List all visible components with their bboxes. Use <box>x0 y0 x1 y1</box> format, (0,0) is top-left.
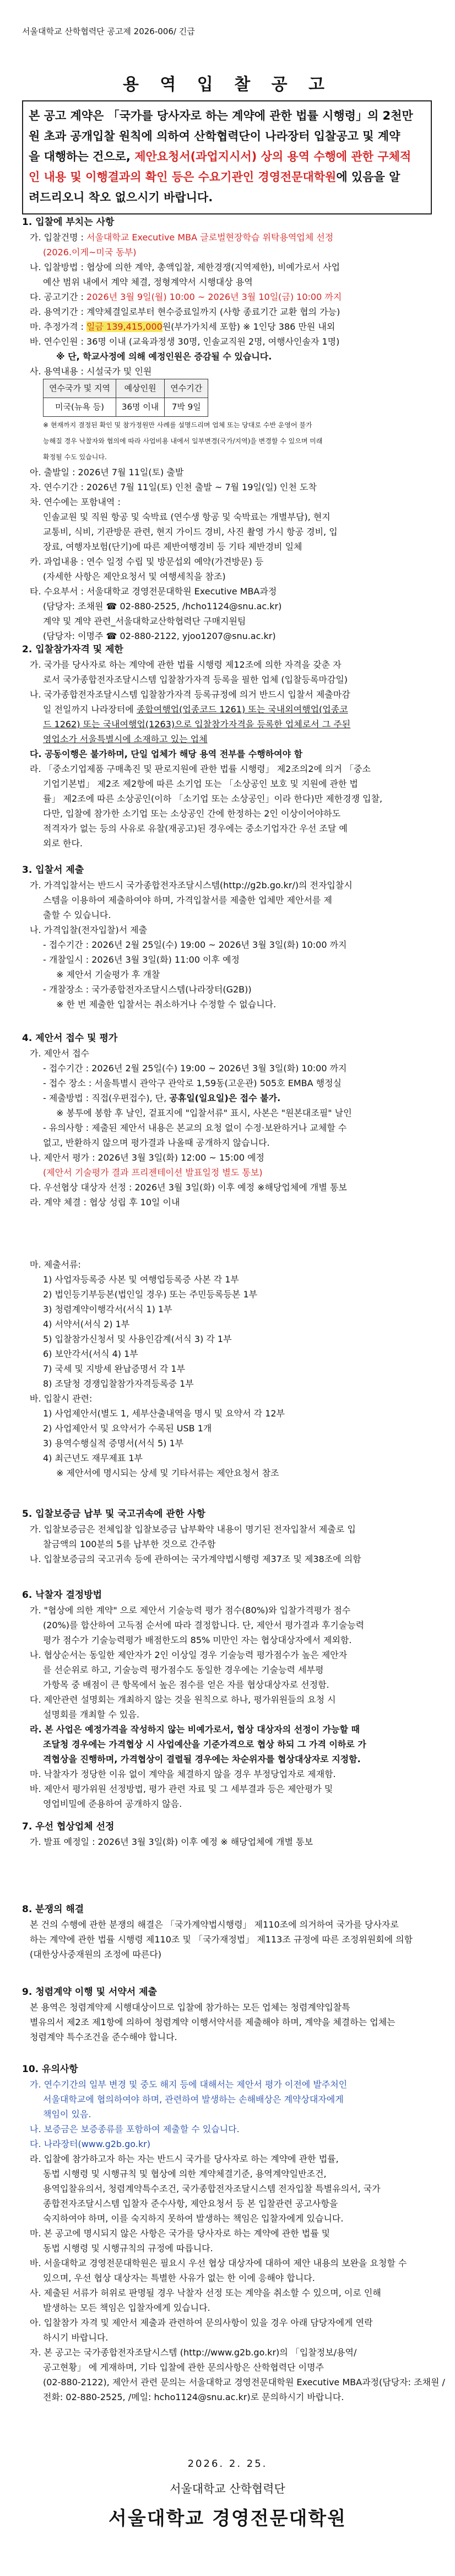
section-text: 드 1262) 또는 국내여행업(1263)으로 입찰참가자격을 등록한 업체로서 그 주된 <box>43 719 351 729</box>
section-title: 3. 입찰서 제출 <box>22 865 84 876</box>
section-text: ※ 제안서에 명시되는 상세 및 기타서류는 제안요청서 참조 <box>56 1468 279 1478</box>
section-text: 다만, 입찰에 참가한 소기업 또는 소상공인 간에 한정하는 2인 이상이어야하도 <box>43 808 341 819</box>
section-text: 장료, 여행자보험(단기)에 따른 제반여행경비 등 기타 제반경비 일체 <box>43 541 302 552</box>
section-text: 나. 보증금은 보증종류를 포함하여 제출할 수 있습니다. <box>30 2124 240 2134</box>
section-line <box>22 1195 430 1210</box>
section-text: 마. 낙찰자가 정당한 이유 없이 계약을 체결하지 않을 경우 부정당업자로 제재함. <box>30 1769 336 1779</box>
section-line <box>22 1796 430 1811</box>
notice-text: 원 초과 공개입찰 원칙에 의하여 산학협력단이 나라장터 입찰공고 및 계약 <box>29 130 400 143</box>
section-text: 가항목 중 배점이 큰 항목에서 높은 점수를 얻은 자를 협상대상자로 선정함. <box>43 1679 329 1690</box>
section-line <box>22 2285 430 2300</box>
table-header: 예상인원 <box>116 379 164 398</box>
section-line <box>22 2092 430 2107</box>
section-text: (제안서 기술평가 결과 프리젠테이션 발표일정 별도 통보) <box>43 1167 263 1178</box>
section <box>22 1820 430 1849</box>
section-line <box>22 1120 430 1135</box>
section-line <box>22 1272 430 1287</box>
section-text: 1) 사업자등록증 사본 및 여행업등록증 사본 각 1부 <box>43 1274 239 1285</box>
section-text: 확정될 수도 있습니다. <box>43 453 107 461</box>
section <box>22 1588 430 1811</box>
section-line <box>22 1376 430 1391</box>
section-line <box>22 1105 430 1120</box>
section-line <box>22 2000 430 2015</box>
section-line <box>22 2030 430 2044</box>
section-text: 다. 나라장터(www.g2b.go.kr) <box>30 2139 150 2149</box>
section-line <box>22 967 430 982</box>
section-text: 출할 수 있습니다. <box>43 910 111 920</box>
section-line <box>22 1046 430 1061</box>
section-line <box>22 1391 430 1406</box>
section-text: - 유의사항 : 제출된 제안서 내용은 본교의 요청 없이 수정·보완하거나 교체할 수 <box>43 1123 347 1133</box>
section-line <box>22 1737 430 1752</box>
section-line <box>22 878 430 893</box>
section-line <box>22 908 430 922</box>
section-line <box>22 2122 430 2137</box>
section-text: 가. 입찰건명 : <box>30 232 87 243</box>
section-line <box>22 334 430 349</box>
section-line <box>22 997 430 1012</box>
section-line <box>22 1150 430 1165</box>
section-text: 동법 시행령 및 시행규칙 및 협상에 의한 계약체결기준, 용역계약일반조건, <box>43 2169 327 2179</box>
section <box>22 215 430 643</box>
section-text: - 접수기간 : 2026년 2월 25일(수) 19:00 ~ 2026년 3월 3일(화) 10:00 까지 <box>43 940 347 950</box>
section-line <box>22 1421 430 1436</box>
section-text: 인솔교원 및 직원 항공 및 숙박료 (연수생 항공 및 숙박료는 개별부담), 현지 <box>43 512 331 522</box>
section-line <box>22 1752 430 1767</box>
section-line <box>22 1917 430 1932</box>
section-text: 나. 제안서 평가 : 2026년 3월 3일(화) 12:00 ~ 15:00 예정 <box>30 1152 264 1163</box>
section-line <box>22 230 430 245</box>
section-line <box>22 480 430 495</box>
section-text: 다. 제안관련 설명회는 개최하지 않는 것을 원칙으로 하나, 평가위원들의 요청 시 <box>30 1694 336 1705</box>
section-line <box>22 2300 430 2315</box>
section-line <box>22 747 430 761</box>
section-text: 영업비밀에 준용하여 공개하지 않음. <box>43 1799 182 1809</box>
section-line <box>22 417 430 433</box>
section-text: 전화: 02-880-2525, /메일: hcho1124@snu.ac.kr)로 문의하시기 바랍니다. <box>43 2392 344 2402</box>
section-line <box>22 629 430 643</box>
section-line <box>22 836 430 851</box>
section-text: 로서 국가종합전자조달시스템 입찰참가자격 등록을 필한 업체 (입찰등록마감일) <box>43 674 348 685</box>
section-line <box>22 539 430 554</box>
section-text: 공휴일(일요일)은 접수 불가. <box>169 1093 281 1103</box>
section-line <box>22 524 430 539</box>
section-text: 4) 최근년도 재무제표 1부 <box>43 1453 143 1463</box>
section-text: (자세한 사항은 제안요청서 및 여행세칙을 참조) <box>43 571 226 582</box>
section-text: 용역입찰유의서, 청렴계약특수조건, 국가종합전자조달시스템 전자입찰 특별유의서, 국가 <box>43 2183 381 2194</box>
notice-line <box>29 167 425 187</box>
section-text: 바. 제안서 평가위원 선정방법, 평가 관련 자료 및 그 세부결과 등은 제안평가 및 <box>30 1784 333 1794</box>
section-text: 2026년 3월 9일(월) 10:00 ~ 2026년 3월 10일(금) 10:00 까지 <box>86 292 342 302</box>
notice-text: 을 대행하는 건으로, <box>29 150 135 163</box>
section-line <box>22 1618 430 1633</box>
section-title: 2. 입찰참가자격 및 제한 <box>22 644 123 655</box>
section-text: (대한상사중재원의 조정에 따른다) <box>30 1949 162 1960</box>
section-text: 3) 용역수행실적 증명서(서식 5) 1부 <box>43 1438 184 1448</box>
section-text: 서울대학교 Executive MBA 글로벌현장학습 위탁용역업체 선정 <box>86 232 334 243</box>
section-line <box>22 806 430 821</box>
table-row <box>44 398 208 417</box>
section-text: 하시기 바랍니다. <box>43 2332 109 2343</box>
section-line <box>22 495 430 509</box>
section-line <box>22 1947 430 1962</box>
section-line <box>22 1722 430 1737</box>
section-text: 라. 입찰에 참가하고자 하는 자는 반드시 국가를 당사자로 하는 계약에 관한 법률, <box>30 2154 339 2164</box>
section-line <box>22 2015 430 2030</box>
section-text: 없고, 반환하지 않으며 평가결과 나올때 공개하지 않습니다. <box>43 1137 270 1148</box>
section-text: 공고현황」 에 게재하며, 기타 입찰에 관한 문의사항은 산학협력단 이명주 <box>43 2362 324 2373</box>
section-title: 4. 제안서 접수 및 평가 <box>22 1033 118 1044</box>
section-line <box>22 2196 430 2211</box>
section <box>22 2062 445 2405</box>
section-title: 1. 입찰에 부치는 사항 <box>22 217 115 228</box>
section-text: 아. 입찰참가 자격 및 제안서 제출과 관련하여 문의사항이 있을 경우 아래 담당자에게 연락 <box>30 2317 373 2328</box>
section-line <box>22 1180 430 1195</box>
section-text: 나. 입찰방법 : 협상에 의한 계약, 총액입찰, 제한경쟁(지역제한), 비예가로서 사업 <box>30 262 340 272</box>
section-text: 5) 입찰참가신청서 및 사용인감계(서식 3) 각 1부 <box>43 1334 232 1344</box>
section-title: 6. 낙찰자 결정방법 <box>22 1590 102 1601</box>
section-line <box>22 1692 430 1707</box>
section-line <box>22 2241 430 2256</box>
section <box>22 1902 430 1962</box>
section-text: 일금 139,415,000 <box>86 321 162 332</box>
section <box>22 642 430 851</box>
section-text: 계약 및 계약 관련_서울대학교산학협력단 구매지원팀 <box>43 616 246 626</box>
table-header: 연수기간 <box>165 379 208 398</box>
section-text: 책임이 있음. <box>43 2109 91 2119</box>
section-line <box>22 821 430 836</box>
section <box>22 1031 430 1210</box>
section-text: 나. 국가종합전자조달시스템 입찰참가자격 등록규정에 의거 반드시 입찰서 제출마감 <box>30 689 350 700</box>
section-text: 설명회를 개최할 수 있음. <box>43 1709 139 1720</box>
section-text: 나. 입찰보증금의 국고귀속 등에 관하여는 국가계약법시행령 제37조 및 제38조에 의함 <box>30 1554 361 1564</box>
notice-text: 인 내용 및 이행결과의 확인 등은 수요기관인 경영전문대학원 <box>29 170 337 184</box>
section-line <box>22 1165 430 1180</box>
page-title: 용 역 입 찰 공 고 <box>122 75 333 94</box>
section-text: 능해질 경우 낙찰자와 협의에 따라 사업비용 내에서 일부변경(국가/지역)을 변경할 수 있으며 미래 <box>43 437 323 445</box>
section-text: 기업기본법」 제2조 제2항에 따른 소기업 또는 「소상공인 보호 및 지원에 관한 법 <box>43 779 358 789</box>
section-line <box>22 1436 430 1451</box>
section-title: 5. 입찰보증금 납부 및 국고귀속에 관한 사항 <box>22 1509 205 1520</box>
section-text: 가. "협상에 의한 계약" 으로 제안서 기술능력 평가 점수(80%)와 입찰가격평가 점수 <box>30 1605 351 1616</box>
section-text: 찰금액의 100분의 5를 납부한 것으로 간주함 <box>43 1539 216 1549</box>
section-line <box>22 449 430 465</box>
announcement-number: 서울대학교 산학협력단 공고제 2026-006/ 긴급 <box>22 26 195 36</box>
section-line <box>22 433 430 449</box>
notice-text: 제안요청서(과업지시서) 상의 용역 수행에 관한 구체적 <box>134 150 411 163</box>
section-text: 조달청 경우에는 가격협상 시 사업예산을 기준가격으로 협상 하되 그 가격 이하로 가 <box>43 1739 366 1749</box>
section-line <box>22 657 430 672</box>
section-title: 10. 유의사항 <box>22 2064 78 2075</box>
section-text: 예산 범위 내에서 계약 체결, 정형계약서 시행대상 용역 <box>43 277 253 287</box>
section-line <box>22 1537 430 1552</box>
section-text: ※ 단, 학교사정에 의해 예정인원은 증감될 수 있습니다. <box>56 351 272 362</box>
section-line <box>22 1406 430 1421</box>
section-line <box>22 702 430 717</box>
section-text: 가. 발표 예정일 : 2026년 3월 3일(화) 이후 예정 ※ 해당업체에 개별 통보 <box>30 1837 313 1847</box>
section-line <box>22 2315 430 2330</box>
section-text: 적격자가 없는 등의 사유로 유찰(재공고)된 경우에는 중소기업자간 우선 조달 예 <box>43 823 348 834</box>
section-line <box>22 672 430 687</box>
section-line <box>22 289 430 304</box>
section-text: (담당자: 이명주 ☎ 02-880-2122, yjoo1207@snu.ac.kr) <box>43 631 276 641</box>
section-text: 교통비, 식비, 기관방문 관련, 현지 가이드 경비, 사진 촬영 가시 항공 경비, 입 <box>43 527 338 537</box>
section-text: 7) 국세 및 지방세 완납증명서 각 1부 <box>43 1364 186 1374</box>
section <box>22 1985 430 2044</box>
section-text: 별유의서 제2조 제1항에 의하여 청렴계약 이행서약서를 제출해야 하며, 계약을 체결하는 업체는 <box>30 2017 396 2027</box>
notice-line <box>29 147 425 167</box>
section-text: 청렴계약 특수조건을 준수해야 합니다. <box>30 2032 177 2042</box>
section-line <box>22 2360 430 2375</box>
table-cell: 36명 이내 <box>116 398 164 417</box>
section-text: 바. 연수인원 : 36명 이내 (교육과정생 30명, 인솔교직원 2명, 여행사인솔자 1명) <box>30 336 340 347</box>
section-line <box>22 2345 430 2360</box>
footer-org-cooperation: 서울대학교 산학협력단 <box>170 2482 285 2496</box>
section-line <box>22 1522 430 1537</box>
section-text: 라. 본 사업은 예정가격을 작성하지 않는 비예가로서, 협상 대상자의 선정이 가능할 때 <box>30 1724 360 1735</box>
section-line <box>22 2256 430 2271</box>
section-text: 바. 입찰시 관련: <box>30 1393 93 1404</box>
section-line <box>22 717 430 732</box>
notice-box <box>22 100 432 214</box>
section-line <box>22 260 430 275</box>
table-cell: 미국(뉴욕 등) <box>44 398 116 417</box>
section-line <box>22 569 430 584</box>
section-line <box>22 791 430 806</box>
section-line <box>22 2077 430 2092</box>
section-text: 6) 보안각서(서식 4) 1부 <box>43 1349 138 1359</box>
section-line <box>22 554 430 569</box>
section-line <box>22 1834 430 1849</box>
section-line <box>22 2375 445 2390</box>
section-text: 가. 연수기간의 일부 변경 및 중도 해지 등에 대해서는 제안서 평가 이전에 발주처인 <box>30 2079 348 2090</box>
section-text: 4) 서약서(서식 2) 1부 <box>43 1319 130 1329</box>
section-line <box>22 2151 430 2166</box>
section-text: 스템을 이용하여 제출하여야 하며, 가격입찰서를 제출한 업체만 제안서를 제 <box>43 895 332 905</box>
section-text: 나. 가격입찰(전자입찰)서 제출 <box>30 925 148 935</box>
section-line <box>22 1332 430 1346</box>
section-text: 사. 제출된 서류가 허위로 판명될 경우 낙찰자 선정 또는 계약을 취소할 수 있으며, 이로 인해 <box>30 2288 381 2298</box>
section-text: 를 선순위로 하고, 기술능력 평가점수도 동일한 경우에는 기술능력 세부평 <box>43 1665 324 1675</box>
section-line <box>22 2271 430 2285</box>
section-text: 가. 입찰보증금은 전체입찰 입찰보증금 납부확약 내용이 명기된 전자입찰서 제출로 입 <box>30 1524 356 1534</box>
section-line <box>22 275 430 289</box>
section-text: ※ 한 번 제출한 입찰서는 취소하거나 수정할 수 없습니다. <box>56 999 277 1010</box>
section-line <box>22 922 430 937</box>
section-text: 동법 시행령 및 시행규칙의 규정에 따릅니다. <box>43 2243 213 2253</box>
section-line <box>22 1287 430 1302</box>
section-text: 가. 국가를 당사자로 하는 계약에 관한 법률 시행령 제12조에 의한 자격을 갖춘 자 <box>30 659 342 670</box>
section-line <box>22 1662 430 1677</box>
notice-text: 려드리오니 착오 없으시기 바랍니다. <box>29 191 213 204</box>
section-line <box>22 732 430 747</box>
section-line <box>22 1135 430 1150</box>
section-line <box>22 319 430 334</box>
section-line <box>22 1076 430 1091</box>
footer-org-graduate-school: 서울대학교 경영전문대학원 <box>109 2508 346 2530</box>
section-line <box>22 1302 430 1317</box>
section-text: 마. 본 공고에 명시되지 않은 사항은 국가를 당사자로 하는 계약에 관한 법률 및 <box>30 2228 331 2239</box>
section <box>22 1257 430 1480</box>
section-line <box>22 349 430 364</box>
section-line <box>22 2166 430 2181</box>
section-line <box>22 245 430 260</box>
section-line <box>22 952 430 967</box>
section-text: 2) 법인등기부등본(법인일 경우) 또는 주민등록등본 1부 <box>43 1289 258 1300</box>
section-text: 있으며, 우선 협상 대상자는 특별한 사유가 없는 한 이에 응해야 합니다. <box>43 2273 315 2283</box>
section-line <box>22 364 430 379</box>
section-line <box>22 1932 430 1947</box>
section-text: 본 건의 수행에 관한 분쟁의 해결은 「국가계약법시행령」 제110조에 의거하여 국가를 당사자로 <box>30 1919 399 1930</box>
section-text: 타. 수요부서 : 서울대학교 경영전문대학원 Executive MBA과정 <box>30 586 277 597</box>
section-line <box>22 1317 430 1332</box>
section-text: 3) 청렴계약이행각서(서식 1) 1부 <box>43 1304 172 1314</box>
section <box>22 1507 430 1566</box>
section-text: 라. 용역기간 : 계약체결일로부터 현수증료일까지 (사항 종료기간 교환 협의 가능) <box>30 307 340 317</box>
section-line <box>22 937 430 952</box>
section-text: 자. 본 공고는 국가종합전자조달시스템 (http://www.g2b.go.kr)의 「입찰정보/용역/ <box>30 2347 357 2358</box>
section-text: 다. 공고기간 : <box>30 292 87 302</box>
section-line <box>22 1466 430 1480</box>
section-line <box>22 465 430 480</box>
section-text: 차. 연수에는 포함내역 : <box>30 497 121 507</box>
section-text: 라. 계약 체결 : 협상 성립 후 10일 이내 <box>30 1197 180 1208</box>
section-line <box>22 1603 430 1618</box>
section-line <box>22 1633 430 1647</box>
section-line <box>22 776 430 791</box>
section-text: 2) 사업제안서 및 요약서가 수록된 USB 1개 <box>43 1423 212 1434</box>
section-text: 외로 한다. <box>43 838 83 849</box>
section-line <box>22 509 430 524</box>
section-line <box>22 1647 430 1662</box>
section-title: 9. 청렴계약 이행 및 서약서 제출 <box>22 1987 157 1998</box>
section-line <box>22 2107 430 2122</box>
section-line <box>22 1361 430 1376</box>
section-line <box>22 1346 430 1361</box>
section-text: - 접수 장소 : 서울특별시 관악구 관악로 1,59동(고운관) 505호 EMBA 행정실 <box>43 1078 342 1088</box>
section-line <box>22 304 430 319</box>
section-text: (담당자: 조채원 ☎ 02-880-2525, /hcho1124@snu.ac.kr) <box>43 601 282 611</box>
section-line <box>22 1451 430 1466</box>
section-text: 사. 용역내용 : 시설국가 및 인원 <box>30 366 152 377</box>
section-line <box>22 982 430 997</box>
section-text: 마. 추정가격 : <box>30 321 87 332</box>
section-text: 영업소가 서울특별시에 소재하고 있는 업체 <box>43 734 208 744</box>
section-text: 발생하는 모든 책임은 입찰자에게 있습니다. <box>43 2303 210 2313</box>
section-text: 률」 제2조에 따른 소상공인(이하 「소기업 또는 소상공인」이라 한다)만 제한경쟁 입찰, <box>43 793 383 804</box>
section-text: 아. 출발일 : 2026년 7월 11일(토) 출발 <box>30 467 184 477</box>
section-line <box>22 2226 430 2241</box>
section-text: - 제출방법 : 직접(우편접수), 단, <box>43 1093 170 1103</box>
section-text: - 접수기간 : 2026년 2월 25일(수) 19:00 ~ 2026년 3월 3일(화) 10:00 까지 <box>43 1063 347 1074</box>
notice-line <box>29 106 425 126</box>
section-text: 카. 과업내용 : 연수 일정 수립 및 방문섭외 예약(가견방문) 등 <box>30 556 264 567</box>
section-line <box>22 2137 430 2151</box>
section-text: 자. 연수기간 : 2026년 7월 11일(토) 인천 출발 ~ 7월 19일(일) 인천 도착 <box>30 482 317 492</box>
section-line <box>22 2181 430 2196</box>
section-line <box>22 2211 430 2226</box>
section-text: 본 용역은 청렴계약제 시행대상이므로 입찰에 참가하는 모든 업체는 청렴계약입찰특 <box>30 2002 350 2012</box>
section-text: 마. 제출서류: <box>30 1259 81 1270</box>
section-text: 일 전일까지 나라장터에 <box>43 704 137 715</box>
section-line <box>22 1677 430 1692</box>
section <box>22 863 430 1012</box>
notice-text: 본 공고 계약은 「국가를 당사자로 하는 계약에 관한 법률 시행령」의 2천만 <box>29 109 413 122</box>
section-text: ※ 제안서 기술평가 후 개찰 <box>56 969 160 980</box>
section-line <box>22 1091 430 1105</box>
section-text: 다. 공동이행은 불가하며, 단일 업체가 해당 용역 전부를 수행하여야 함 <box>30 749 303 759</box>
section-text: 원(부가가치세 포함) ※ 1인당 386 만원 내외 <box>162 321 335 332</box>
section-text: ※ 현재까지 결정된 확인 및 참가정원만 사례를 설명드리며 업체 또는 당대로 수반 운영어 불가 <box>43 421 312 429</box>
section-line <box>22 1781 430 1796</box>
section-text: ※ 봉투에 봉함 후 날인, 겉표지에 "입찰서류" 표시, 사본은 "원본대조필" 날인 <box>56 1108 352 1118</box>
section-line <box>22 687 430 702</box>
training-table <box>43 379 208 417</box>
section-text: (20%)를 합산하여 고득점 순서에 따라 결정합니다. 단, 제안서 평가결과 후기술능력 <box>43 1620 365 1630</box>
section-text: - 개찰장소 : 국가종합전자조달시스템(나라장터(G2B)) <box>43 984 252 995</box>
section-text: 가. 가격입찰서는 반드시 국가종합전자조달시스템(http://g2b.go.kr/)의 전자입찰시 <box>30 880 353 890</box>
section-line <box>22 2390 430 2405</box>
section-text: 1) 사업제안서(별도 1, 세부산출내역을 명시 및 요약서 각 12부 <box>43 1408 285 1419</box>
section-text: 평가 점수가 기술능력평가 배점한도의 85% 미만인 자는 협상대상자에서 제외함. <box>43 1635 352 1645</box>
section-line <box>22 2330 430 2345</box>
section-text: (2026.이게~미국 동부) <box>43 247 137 257</box>
notice-line <box>29 187 425 208</box>
section-text: 가. 제안서 접수 <box>30 1048 89 1059</box>
section-line <box>22 761 430 776</box>
section-text: 격협상을 진행하며, 가격협상이 결렬될 경우에는 차순위자를 협상대상자로 지정함. <box>43 1754 361 1764</box>
section-text: (02-880-2122), 제안서 관련 문의는 서울대학교 경영전문대학원 Executive MBA과정(담당자: 조채원 / <box>43 2377 445 2387</box>
section-text: 하는 계약에 관한 법률 시행령 제110조 및 「국가재정법」 제113조 규정에 따른 조정위원회에 의함 <box>30 1934 413 1945</box>
notice-text: 에 있음을 알 <box>336 170 400 184</box>
footer-date: 2026. 2. 25. <box>187 2458 268 2470</box>
notice-line <box>29 126 425 147</box>
section-title: 7. 우선 협상업체 선정 <box>22 1821 115 1832</box>
section-text: 바. 서울대학교 경영전문대학원은 필요시 우선 협상 대상자에 대하여 제안 내용의 보완을 요청할 수 <box>30 2258 407 2268</box>
section-text: 서울대학교에 협의하여야 하며, 관련하여 발생하는 손해배상은 계약상대자에게 <box>43 2094 344 2105</box>
table-header: 연수국가 및 지역 <box>44 379 116 398</box>
section-text: 라. 「중소기업제품 구매촉진 및 판로지원에 관한 법률 시행령」 제2조의2에 의거 「중소 <box>30 764 371 774</box>
section-line <box>22 1707 430 1722</box>
section-text: 나. 협상순서는 동일한 제안자가 2인 이상일 경우 기술능력 평가점수가 높은 제안자 <box>30 1650 348 1660</box>
section-line <box>22 599 430 614</box>
table-cell: 7박 9일 <box>165 398 208 417</box>
section-line <box>22 1552 430 1566</box>
section-text: 종합전자조달시스템 입찰자 준수사항, 제안요청서 등 본 입찰관련 공고사항을 <box>43 2198 338 2209</box>
section-line <box>22 584 430 599</box>
section-line <box>22 893 430 908</box>
section-line <box>22 614 430 629</box>
section-text: 다. 우선협상 대상자 선정 : 2026년 3월 3일(화) 이후 예정 ※해당업체에 개별 통보 <box>30 1182 347 1193</box>
section-title: 8. 분쟁의 해결 <box>22 1904 84 1915</box>
section-line <box>22 1257 430 1272</box>
section-text: - 개찰일시 : 2026년 3월 3일(화) 11:00 이후 예정 <box>43 954 240 965</box>
section-text: 8) 조달청 경쟁입찰참가자격등록증 1부 <box>43 1378 194 1389</box>
section-line <box>22 1061 430 1076</box>
section-text: 종합여행업(업종코드 1261) 또는 국내외여행업(업종코 <box>136 704 348 715</box>
section-line <box>22 1767 430 1781</box>
section-text: 숙지하여야 하며, 이를 숙지하지 못하여 발생하는 책임은 입찰자에게 있습니다. <box>43 2213 344 2224</box>
